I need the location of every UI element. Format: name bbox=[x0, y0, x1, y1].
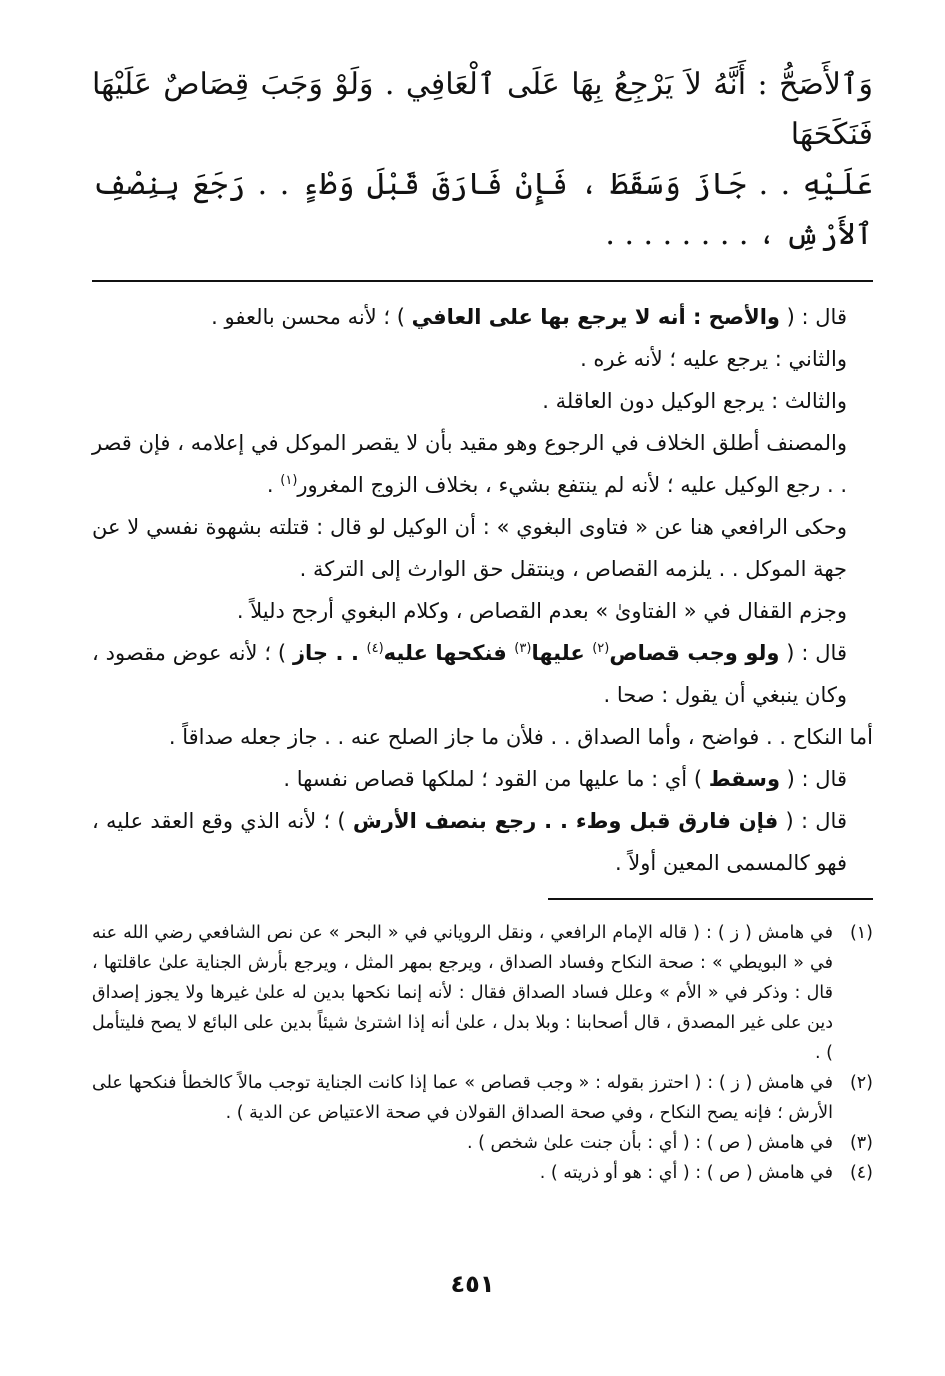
matn-line-1: وَٱلأَصَحُّ : أَنَّهُ لاَ يَرْجِعُ بِهَا عَلَى ٱلْعَافِي . وَلَوْ وَجَبَ قِصَاصٌ عَلَيْهَا فَنَكَحَهَا bbox=[92, 67, 873, 152]
page-body bbox=[92, 60, 873, 1188]
footnote-ref-3: (٣) bbox=[514, 641, 532, 656]
footnote-divider bbox=[548, 898, 873, 900]
footnote-number: (٣) bbox=[849, 1133, 873, 1153]
footnote-1 bbox=[92, 918, 873, 1068]
footnotes bbox=[92, 918, 873, 1188]
footnote-number: (٤) bbox=[849, 1163, 873, 1183]
commentary-paragraph-7: قال : ( ولو وجب قصاص$^{(٢)}$ عليها$^{(٣)}$ فنكحها عليه$^{(٤)}$ . . جاز ) ؛ لأنه عوض مقصود ، وكان ينبغي أن يقول : صحا . bbox=[92, 641, 847, 707]
footnote-number: (١) bbox=[849, 923, 873, 943]
footnote-3 bbox=[92, 1128, 873, 1158]
footnote-number: (٢) bbox=[849, 1073, 873, 1093]
commentary-paragraph-9: قال : ( وسقط ) أي : ما عليها من القود ؛ لملكها قصاص نفسها . bbox=[283, 767, 847, 791]
footnote-4 bbox=[92, 1158, 873, 1188]
matn-text bbox=[92, 60, 873, 260]
commentary-paragraph-2: والثاني : يرجع عليه ؛ لأنه غره . bbox=[580, 347, 847, 371]
footnote-text: في هامش ( ز ) : ( قاله الإمام الرافعي ، ونقل الروياني في « البحر » عن نص الشافعي رضي الله عنه في « البويطي » : صحة النكاح وفساد الصداق ، ويرجع بمهر المثل ، ويرجع بأرش الجناية علىٰ عاقلتها ، قال : وذكر في « الأم » وعلل فساد الصداق فقال : لأنه إنما نكحها بدين له علىٰ غيرها ولا يجوز إصداق دين على غير المصدق ، قال أصحابنا : وبلا بدل ، علىٰ أنه إذا اشترىٰ شيئاً بدين على البائع لا يصح فليتأمل ) . bbox=[92, 923, 833, 1063]
commentary-paragraph-6: وجزم القفال في « الفتاوىٰ » بعدم القصاص ، وكلام البغوي أرجح دليلاً . bbox=[236, 599, 847, 623]
footnote-text: في هامش ( ز ) : ( احترز بقوله : « وجب قصاص » عما إذا كانت الجناية توجب مالاً كالخطأ فنكحها على الأرش ؛ فإنه يصح النكاح ، وفي صحة الصداق القولان في صحة الاعتياض عن الدية ) . bbox=[92, 1073, 833, 1123]
commentary-paragraph-4: والمصنف أطلق الخلاف في الرجوع وهو مقيد بأن لا يقصر الموكل في إعلامه ، فإن قصر . . رجع الوكيل عليه ؛ لأنه لم ينتفع بشيء ، بخلاف الزوج المغرور$^{(١)}$ . bbox=[92, 431, 847, 497]
footnote-text: في هامش ( ص ) : ( أي : هو أو ذريته ) . bbox=[539, 1163, 833, 1183]
footnote-ref-2: (٢) bbox=[592, 641, 610, 656]
page-number: ٤٥١ bbox=[450, 1270, 495, 1298]
commentary-paragraph-1: قال : ( والأصح : أنه لا يرجع بها على العافي ) ؛ لأنه محسن بالعفو . bbox=[211, 305, 847, 329]
matn-divider bbox=[92, 280, 873, 282]
commentary-paragraph-5: وحكى الرافعي هنا عن « فتاوى البغوي » : أن الوكيل لو قال : قتلته بشهوة نفسي لا عن جهة الموكل . . يلزمه القصاص ، وينتقل حق الوارث إلى التركة . bbox=[92, 515, 847, 581]
matn-line-2: عَلَيْهِ . . جَازَ وَسَقَطَ ، فَإِنْ فَارَقَ قَبْلَ وَطْءٍ . . رَجَعَ بِنِصْفِ ٱلأَرْشِ ، . . . . . . . . bbox=[92, 167, 873, 252]
matn-dots: . . . . . . . . bbox=[605, 217, 749, 252]
footnote-2 bbox=[92, 1068, 873, 1128]
footnote-ref-1: (١) bbox=[280, 473, 298, 488]
commentary-paragraph-8: أما النكاح . . فواضح ، وأما الصداق . . فلأن ما جاز الصلح عنه . . جاز جعله صداقاً . bbox=[168, 725, 873, 749]
commentary-paragraph-3: والثالث : يرجع الوكيل دون العاقلة . bbox=[542, 389, 847, 413]
commentary bbox=[92, 296, 873, 884]
commentary-paragraph-10: قال : ( فإن فارق قبل وطء . . رجع بنصف الأرش ) ؛ لأنه الذي وقع العقد عليه ، فهو كالمسمى المعين أولاً . bbox=[92, 809, 847, 875]
footnote-text: في هامش ( ص ) : ( أي : بأن جنت علىٰ شخص ) . bbox=[466, 1133, 833, 1153]
footnote-ref-4: (٤) bbox=[366, 641, 384, 656]
